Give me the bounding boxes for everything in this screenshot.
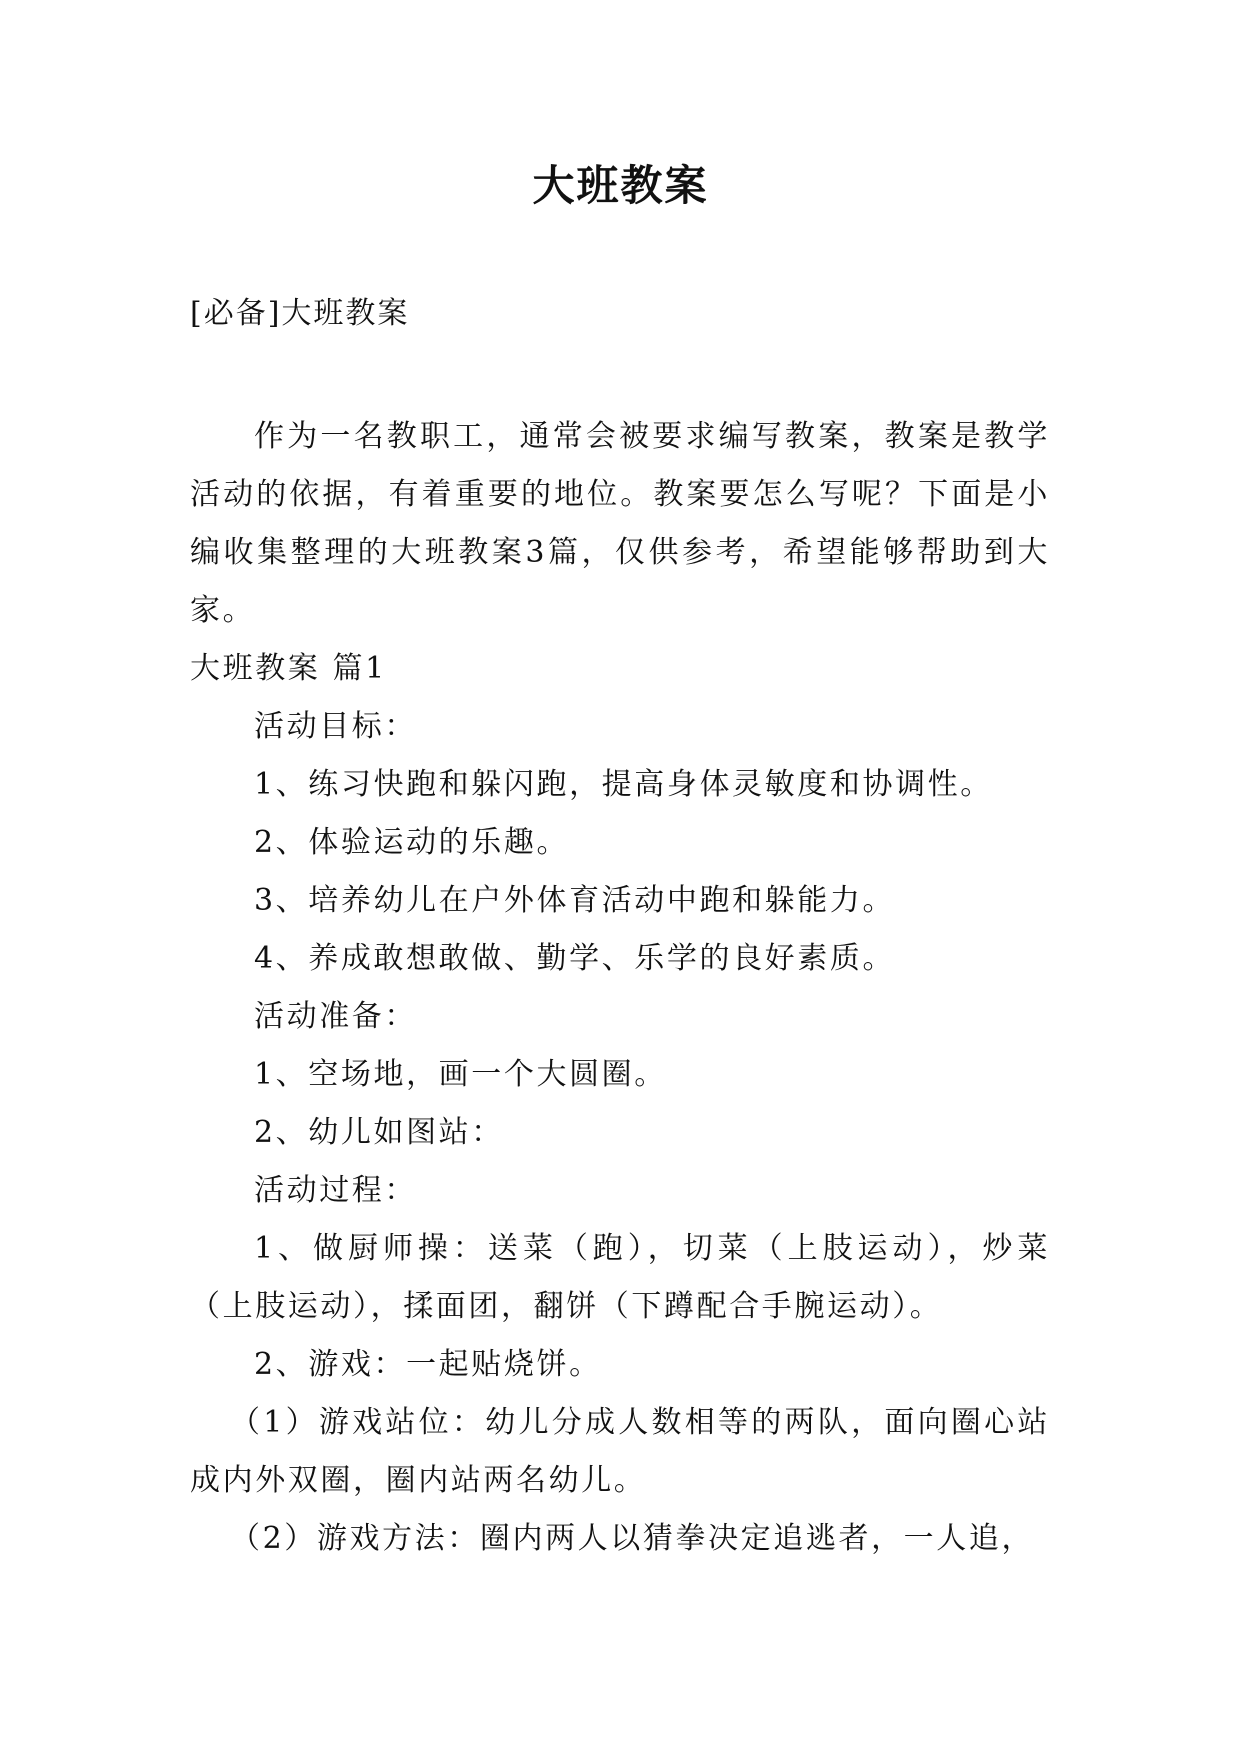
paragraph: 活动过程： xyxy=(254,1173,417,1208)
paragraph: 3、培养幼儿在户外体育活动中跑和躲能力。 xyxy=(254,883,896,918)
document-subtitle: [必备]大班教案 xyxy=(190,296,410,331)
paragraph: （2）游戏方法：圈内两人以猜拳决定追逃者，一人追， xyxy=(230,1521,1035,1556)
document-title: 大班教案 xyxy=(532,161,709,210)
paragraph: 活动准备： xyxy=(254,999,417,1034)
paragraph: 1、做厨师操：送菜（跑），切菜（上肢运动），炒菜（上肢运动），揉面团，翻饼（下蹲配合手腕运动）。 xyxy=(190,1231,1050,1324)
paragraph: 2、游戏：一起贴烧饼。 xyxy=(254,1347,602,1382)
paragraph: （1）游戏站位：幼儿分成人数相等的两队，面向圈心站成内外双圈，圈内站两名幼儿。 xyxy=(190,1405,1050,1498)
section-heading: 大班教案 篇1 xyxy=(190,651,387,686)
paragraph: 4、养成敢想敢做、勤学、乐学的良好素质。 xyxy=(254,941,896,976)
paragraph: 2、幼儿如图站： xyxy=(254,1115,504,1150)
intro-paragraph: 作为一名教职工，通常会被要求编写教案，教案是教学活动的依据，有着重要的地位。教案要怎么写呢？下面是小编收集整理的大班教案3篇，仅供参考，希望能够帮助到大家。 xyxy=(190,419,1050,628)
paragraph: 活动目标： xyxy=(254,709,417,744)
paragraph: 2、体验运动的乐趣。 xyxy=(254,825,570,860)
document-body xyxy=(190,408,1050,1568)
paragraph: 1、练习快跑和躲闪跑，提高身体灵敏度和协调性。 xyxy=(254,767,993,802)
paragraph: 1、空场地，画一个大圆圈。 xyxy=(254,1057,667,1092)
